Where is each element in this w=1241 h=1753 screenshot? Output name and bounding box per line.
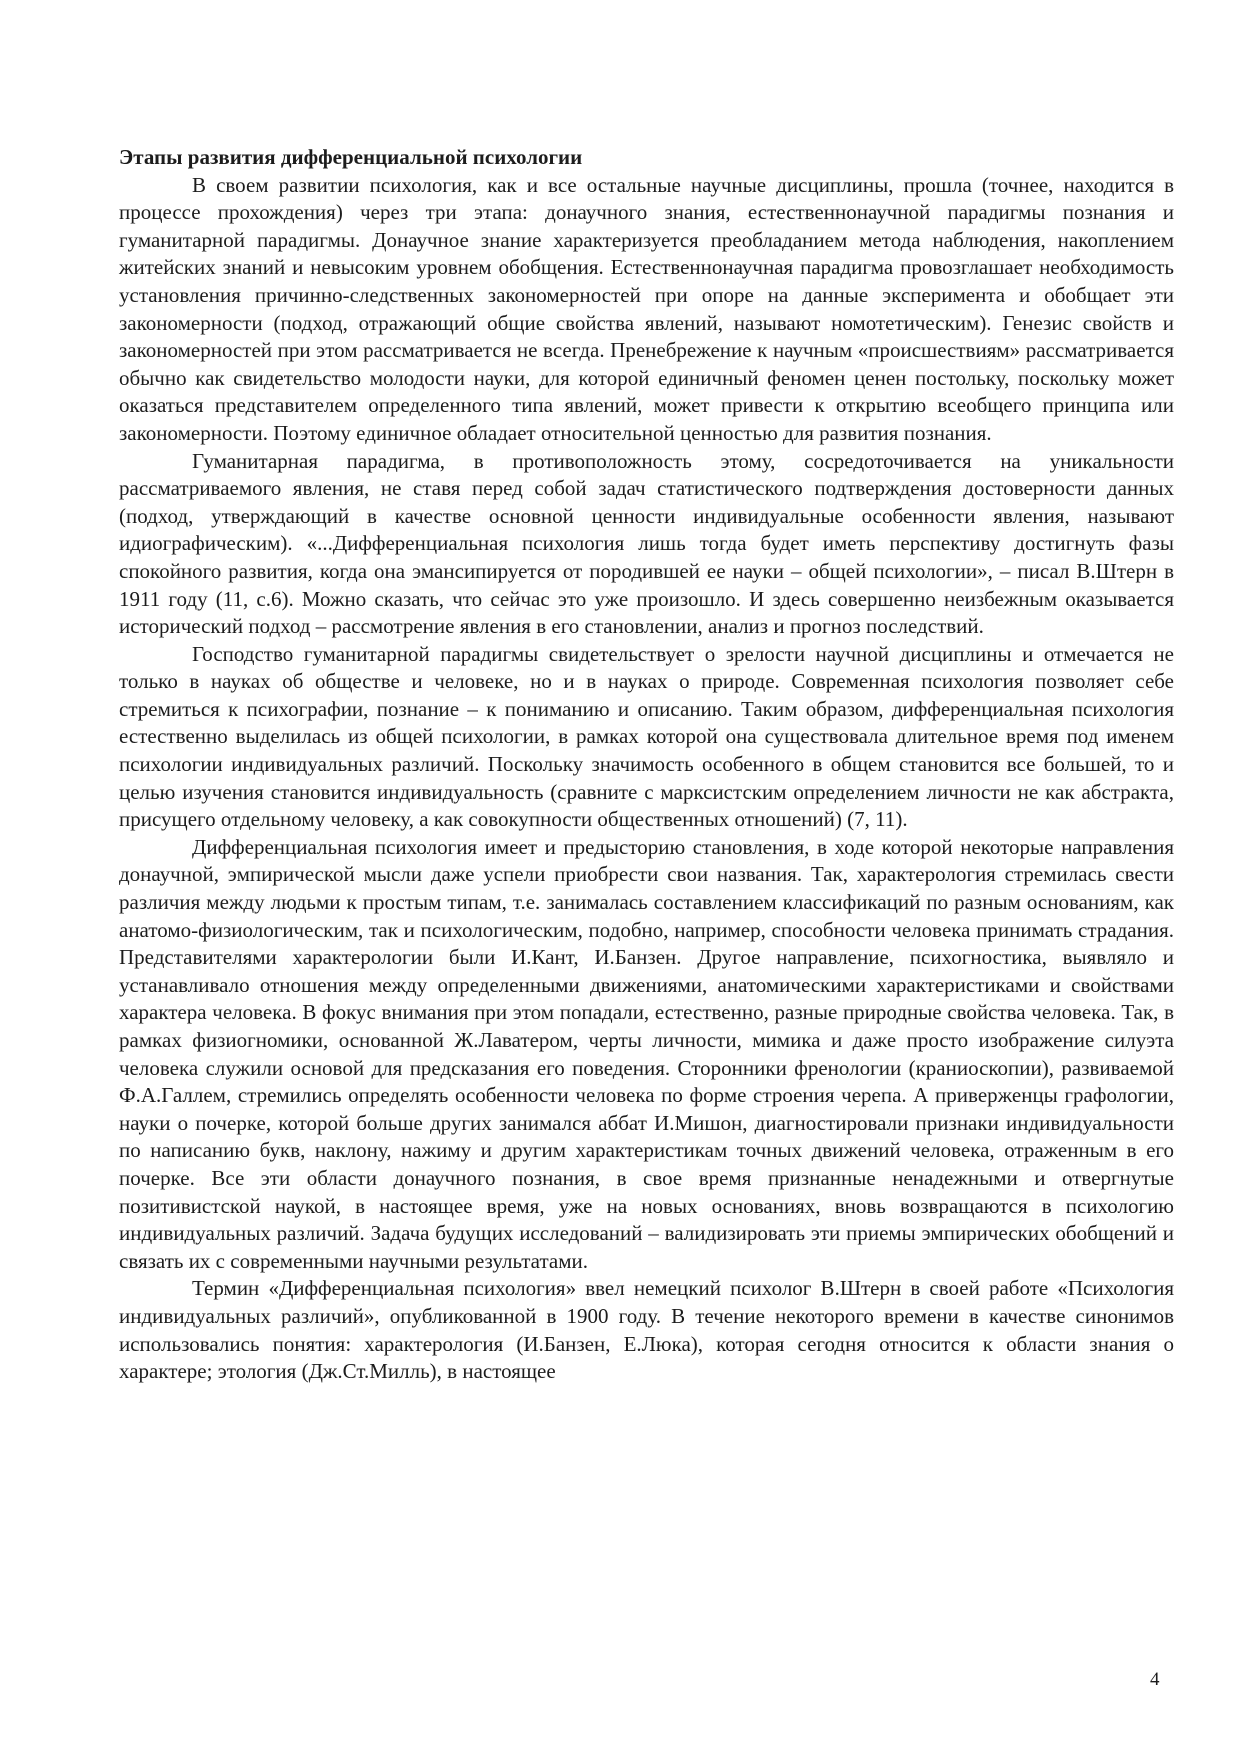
paragraph-humanitarian-paradigm: Гуманитарная парадигма, в противоположность этому, сосредоточивается на уникальности рассматриваемого явления, не ставя перед собой задач статистического подтверждения достоверности данных (подход, утверждающий в качестве основной ценности индивидуальные особенности явления, называют идиографическим). «...Дифференциальная психология лишь тогда будет иметь перспективу достигнуть фазы спокойного развития, когда она эмансипируется от породившей ее науки – общей психологии», – писал В.Штерн в 1911 году (11, с.6). Можно сказать, что сейчас это уже произошло. И здесь совершенно неизбежным оказывается исторический подход – рассмотрение явления в его становлении, анализ и прогноз последствий. (119, 448, 1174, 639)
page-number: 4 (1150, 1669, 1160, 1690)
section-heading: Этапы развития дифференциальной психологии (119, 145, 583, 169)
paragraph-prehistory: Дифференциальная психология имеет и предысторию становления, в ходе которой некоторые направления донаучной, эмпирической мысли даже успели приобрести свои названия. Так, характерология стремилась свести различия между людьми к простым типам, т.е. занималась составлением классификаций по разным основаниям, как анатомо-физиологическим, так и психологическим, подобно, например, способности человека принимать страдания. Представителями характерологии были И.Кант, И.Банзен. Другое направление, психогностика, выявляло и устанавливало отношения между определенными движениями, анатомическими характеристиками и свойствами характера человека. В фокус внимания при этом попадали, естественно, разные природные свойства человека. Так, в рамках физиогномики, основанной Ж.Лаватером, черты личности, мимика и даже просто изображение силуэта человека служили основой для предсказания его поведения. Сторонники френологии (краниоскопии), развиваемой Ф.А.Галлем, стремились определять особенности человека по форме строения черепа. А приверженцы графологии, науки о почерке, которой больше других занимался аббат И.Мишон, диагностировали признаки индивидуальности по написанию букв, наклону, нажиму и другим характеристикам точных движений человека, отраженным в его почерке. Все эти области донаучного познания, в свое время признанные ненадежными и отвергнутые позитивистской наукой, в настоящее время, уже на новых основаниях, вновь возвращаются в психологию индивидуальных различий. Задача будущих исследований – валидизировать эти приемы эмпирических обобщений и связать их с современными научными результатами. (119, 834, 1174, 1273)
document-body (119, 144, 1174, 1386)
paragraph-dominance: Господство гуманитарной парадигмы свидетельствует о зрелости научной дисциплины и отмечается не только в науках об обществе и человеке, но и в науках о природе. Современная психология позволяет себе стремиться к психографии, познание – к пониманию и описанию. Таким образом, дифференциальная психология естественно выделилась из общей психологии, в рамках которой она существовала длительное время под именем психологии индивидуальных различий. Поскольку значимость особенного в общем становится все большей, то и целью изучения становится индивидуальность (сравните с марксистским определением личности не как абстракта, присущего отдельному человеку, а как совокупности общественных отношений) (7, 11). (119, 641, 1174, 832)
paragraph-stages: В своем развитии психология, как и все остальные научные дисциплины, прошла (точнее, находится в процессе прохождения) через три этапа: донаучного знания, естественнонаучной парадигмы познания и гуманитарной парадигмы. Донаучное знание характеризуется преобладанием метода наблюдения, накоплением житейских знаний и невысоким уровнем обобщения. Естественнонаучная парадигма провозглашает необходимость установления причинно-следственных закономерностей при опоре на данные эксперимента и обобщает эти закономерности (подход, отражающий общие свойства явлений, называют номотетическим). Генезис свойств и закономерностей при этом рассматривается не всегда. Пренебрежение к научным «происшествиям» рассматривается обычно как свидетельство молодости науки, для которой единичный феномен ценен постольку, поскольку может оказаться представителем определенного типа явлений, может привести к открытию всеобщего принципа или закономерности. Поэтому единичное обладает относительной ценностью для развития познания. (119, 172, 1174, 445)
paragraph-term: Термин «Дифференциальная психология» ввел немецкий психолог В.Штерн в своей работе «Психология индивидуальных различий», опубликованной в 1900 году. В течение некоторого времени в качестве синонимов использовались понятия: характерология (И.Банзен, Е.Люка), которая сегодня относится к области знания о характере; этология (Дж.Ст.Милль), в настоящее (119, 1276, 1174, 1384)
